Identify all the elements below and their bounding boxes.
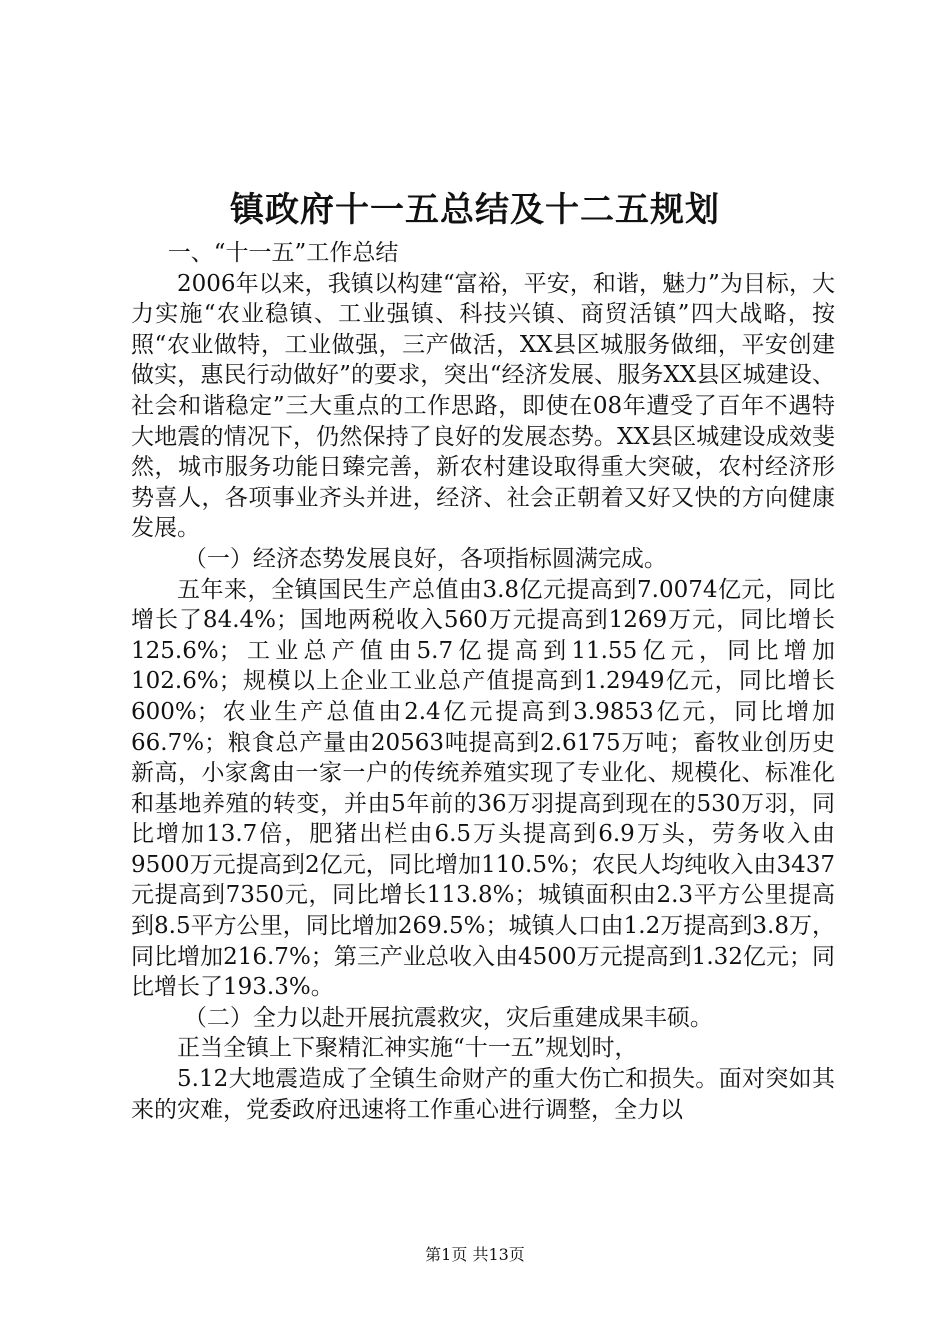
section-heading: 一、“十一五”工作总结	[167, 240, 399, 266]
paragraph: 正当全镇上下聚精汇神实施“十一五”规划时，	[177, 1035, 638, 1062]
page-footer: 第1页 共13页	[425, 1245, 525, 1264]
paragraph: 五年来，全镇国民生产总值由3.8亿元提高到7.0074亿元，同比增长了84.4%；国地两税收入560万元提高到1269万元，同比增长125.6%；工业总产值由5.7亿提高到11.55亿元，同比增加102.6%；规模以上企业工业总产值提高到1.2949亿元，同比增长600%；农业生产总值由2.4亿元提高到3.9853亿元，同比增加66.7%；粮食总产量由20563吨提高到2.6175万吨；畜牧业创历史新高，小家禽由一家一户的传统养殖实现了专业化、规模化、标准化和基地养殖的转变，并由5年前的36万羽提高到现在的530万羽，同比增加13.7倍，肥猪出栏由6.5万头提高到6.9万头，劳务收入由9500万元提高到2亿元，同比增加110.5%；农民人均纯收入由3437元提高到7350元，同比增长113.8%；城镇面积由2.3平方公里提高到8.5平方公里，同比增加269.5%；城镇人口由1.2万提高到3.8万，同比增加216.7%；第三产业总收入由4500万元提高到1.32亿元；同比增长了193.3%。	[131, 576, 835, 1001]
paragraph: 2006年以来，我镇以构建“富裕，平安，和谐，魅力”为目标，大力实施“农业稳镇、工业强镇、科技兴镇、商贸活镇”四大战略，按照“农业做特，工业做强，三产做活，XX县区城服务做细，平安创建做实，惠民行动做好”的要求，突出“经济发展、服务XX县区城建设、社会和谐稳定”三大重点的工作思路，即使在08年遭受了百年不遇特大地震的情况下，仍然保持了良好的发展态势。XX县区城建设成效斐然，城市服务功能日臻完善，新农村建设取得重大突破，农村经济形势喜人，各项事业齐头并进，经济、社会正朝着又好又快的方向健康发展。	[131, 270, 835, 542]
subsection-heading: （二）全力以赴开展抗震救灾，灾后重建成果丰硕。	[183, 1004, 713, 1031]
paragraph: 5.12大地震造成了全镇生命财产的重大伤亡和损失。面对突如其来的灾难，党委政府迅速将工作重心进行调整，全力以	[131, 1066, 835, 1123]
document-body	[131, 238, 835, 1125]
subsection-heading: （一）经济态势发展良好，各项指标圆满完成。	[183, 545, 667, 572]
document-title: 镇政府十一五总结及十二五规划	[230, 190, 720, 230]
